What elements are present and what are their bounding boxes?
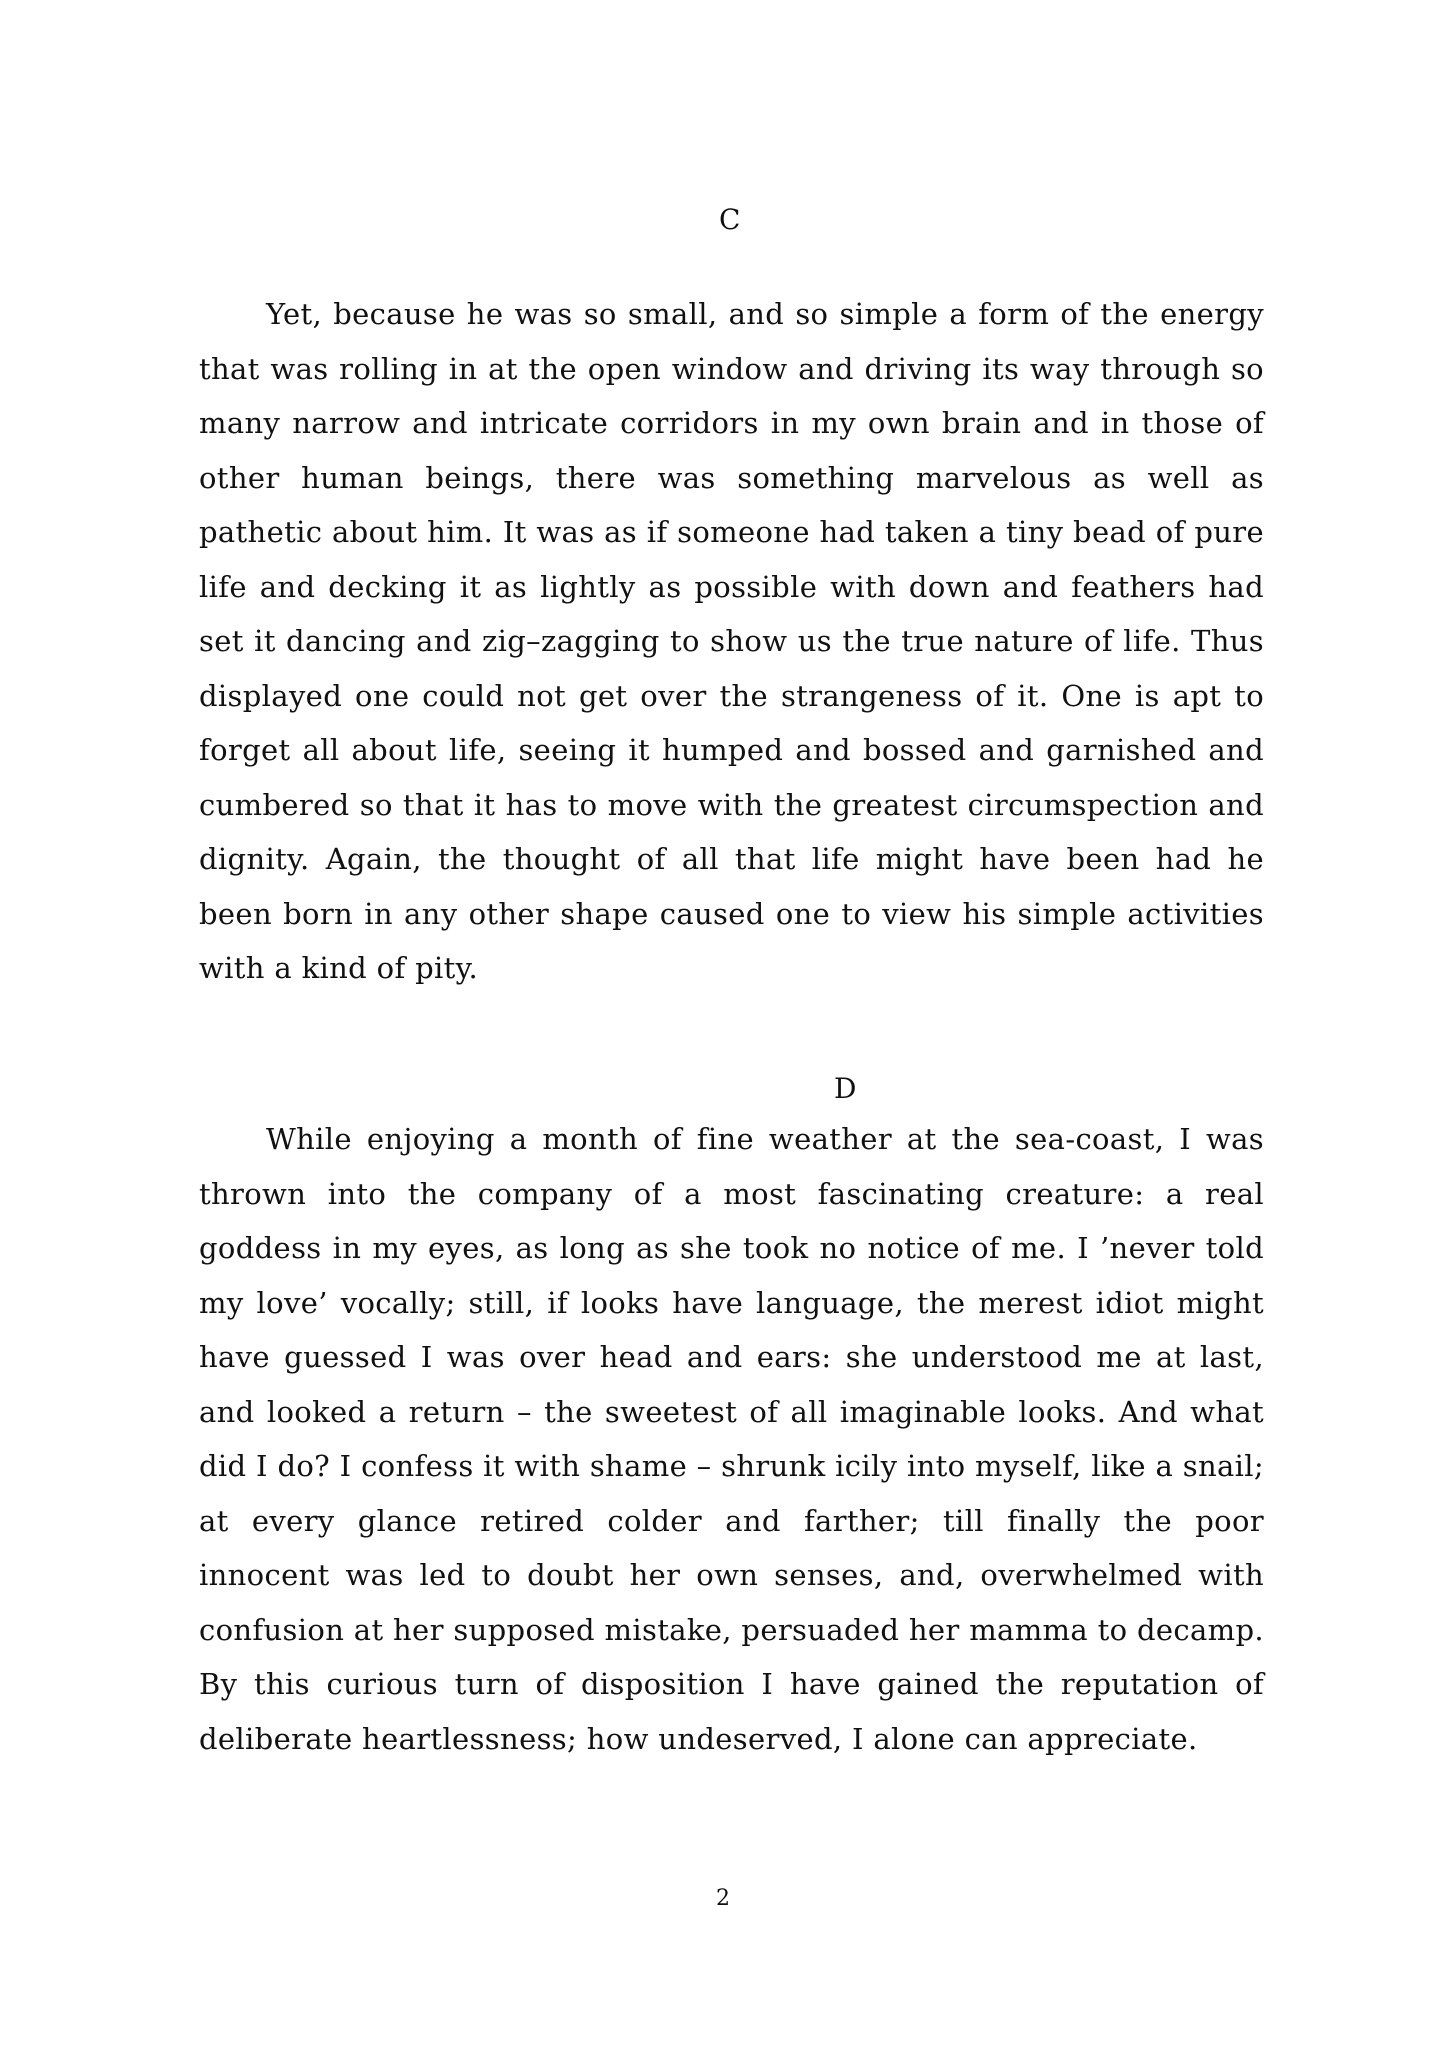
section-c-paragraph: Yet, because he was so small, and so simple a form of the energy that was rolling in at the open window and driving its way through so many narrow and intricate corridors in my own brain and in those of other human beings, there was something marvelous as well as pathetic about him. It was as if someone had taken a tiny bead of pure life and decking it as lightly as possible with down and feathers had set it dancing and zig–zagging to show us the true nature of life. Thus displayed one could not get over the strangeness of it. One is apt to forget all about life, seeing it humped and bossed and garnished and cumbered so that it has to move with the greatest circumspection and dignity. Again, the thought of all that life might have been had he been born in any other shape caused one to view his simple activities with a kind of pity. — [199, 297, 1264, 985]
section-d-paragraph: While enjoying a month of fine weather at the sea-coast, I was thrown into the company of a most fascinating creature: a real goddess in my eyes, as long as she took no notice of me. I ’never told my love’ vocally; still, if looks have language, the merest idiot might have guessed I was over head and ears: she understood me at last, and looked a return – the sweetest of all imaginable looks. And what did I do? I confess it with shame – shrunk icily into myself, like a snail; at every glance retired colder and farther; till finally the poor innocent was led to doubt her own senses, and, overwhelmed with confusion at her supposed mistake, persuaded her mamma to decamp. By this curious turn of disposition I have gained the reputation of deliberate heartlessness; how undeserved, I alone can appreciate. — [199, 1122, 1264, 1756]
section-heading-d: D — [834, 1072, 857, 1105]
section-heading-c: C — [719, 203, 741, 236]
page-number: 2 — [716, 1886, 730, 1911]
